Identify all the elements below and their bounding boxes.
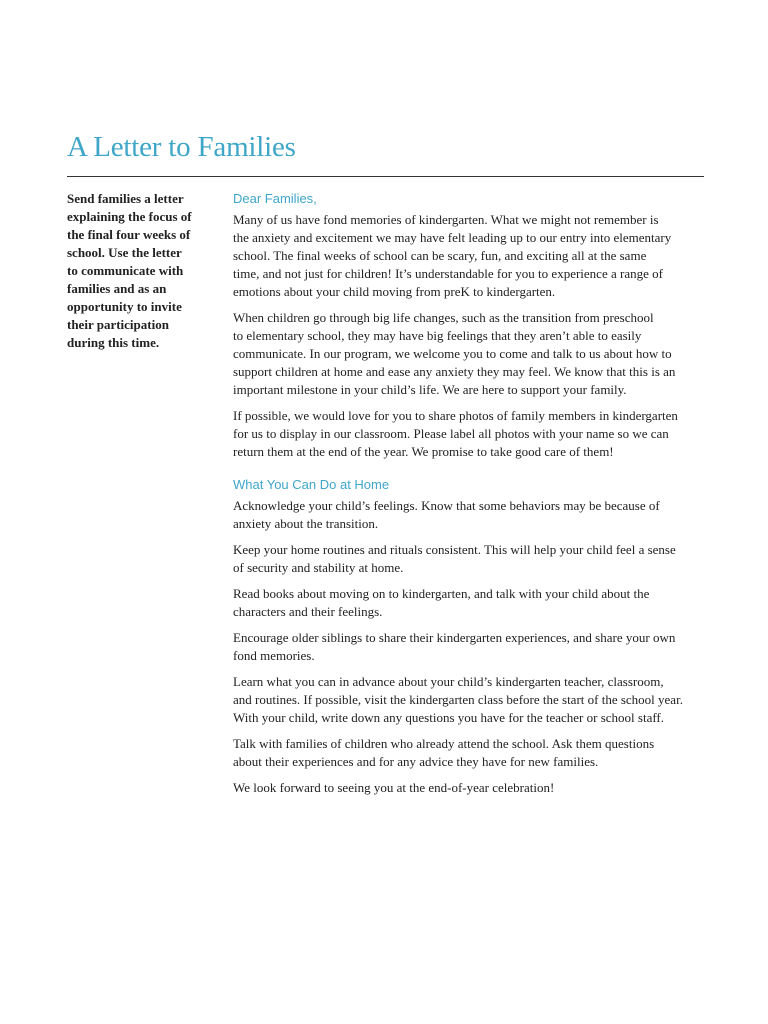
home-tip-paragraph: Keep your home routines and rituals consistent. This will help your child feel a sense of security and stability at home. [233,542,676,575]
home-tip-paragraph: Learn what you can in advance about your child’s kindergarten teacher, classroom, and routines. If possible, visit the kindergarten class before the start of the school year. With your child, write down any questions you have for the teacher or school staff. [233,674,683,725]
home-section-heading: What You Can Do at Home [233,477,390,492]
home-tip-paragraph: Acknowledge your child’s feelings. Know that some behaviors may be because of anxiety about the transition. [233,498,660,531]
letter-paragraph: If possible, we would love for you to share photos of family members in kindergarten for us to display in our classroom. Please label all photos with your name so we can return them at the end of the year. We promise to take good care of them! [233,408,678,459]
closing-paragraph: We look forward to seeing you at the end-of-year celebration! [233,780,555,795]
letter-paragraph: When children go through big life changes, such as the transition from preschool to elementary school, they may have big feelings that they aren’t able to easily communicate. In our program, we welcome you to come and talk to us about how to support children at home and ease any anxiety they may feel. We know that this is an important milestone in your child’s life. We are here to support your family. [233,310,676,397]
home-tip-paragraph: Read books about moving on to kindergarten, and talk with your child about the characters and their feelings. [233,586,650,619]
page-title: A Letter to Families [67,131,296,163]
sidebar-note: Send families a letter explaining the focus of the final four weeks of school. Use the letter to communicate with families and as an opportunity to invite their participation during this time. [67,191,192,350]
letter-body [233,187,703,797]
title-divider [67,176,704,177]
letter-paragraph: Many of us have fond memories of kindergarten. What we might not remember is the anxiety and excitement we may have felt leading up to our entry into elementary school. The final weeks of school can be scary, fun, and exciting all at the same time, and not just for children! It’s understandable for you to experience a range of emotions about your child moving from preK to kindergarten. [233,212,672,299]
home-tip-paragraph: Encourage older siblings to share their kindergarten experiences, and share your own fond memories. [233,630,676,663]
greeting-heading: Dear Families, [233,191,317,206]
home-tip-paragraph: Talk with families of children who already attend the school. Ask them questions about their experiences and for any advice they have for new families. [233,736,655,769]
